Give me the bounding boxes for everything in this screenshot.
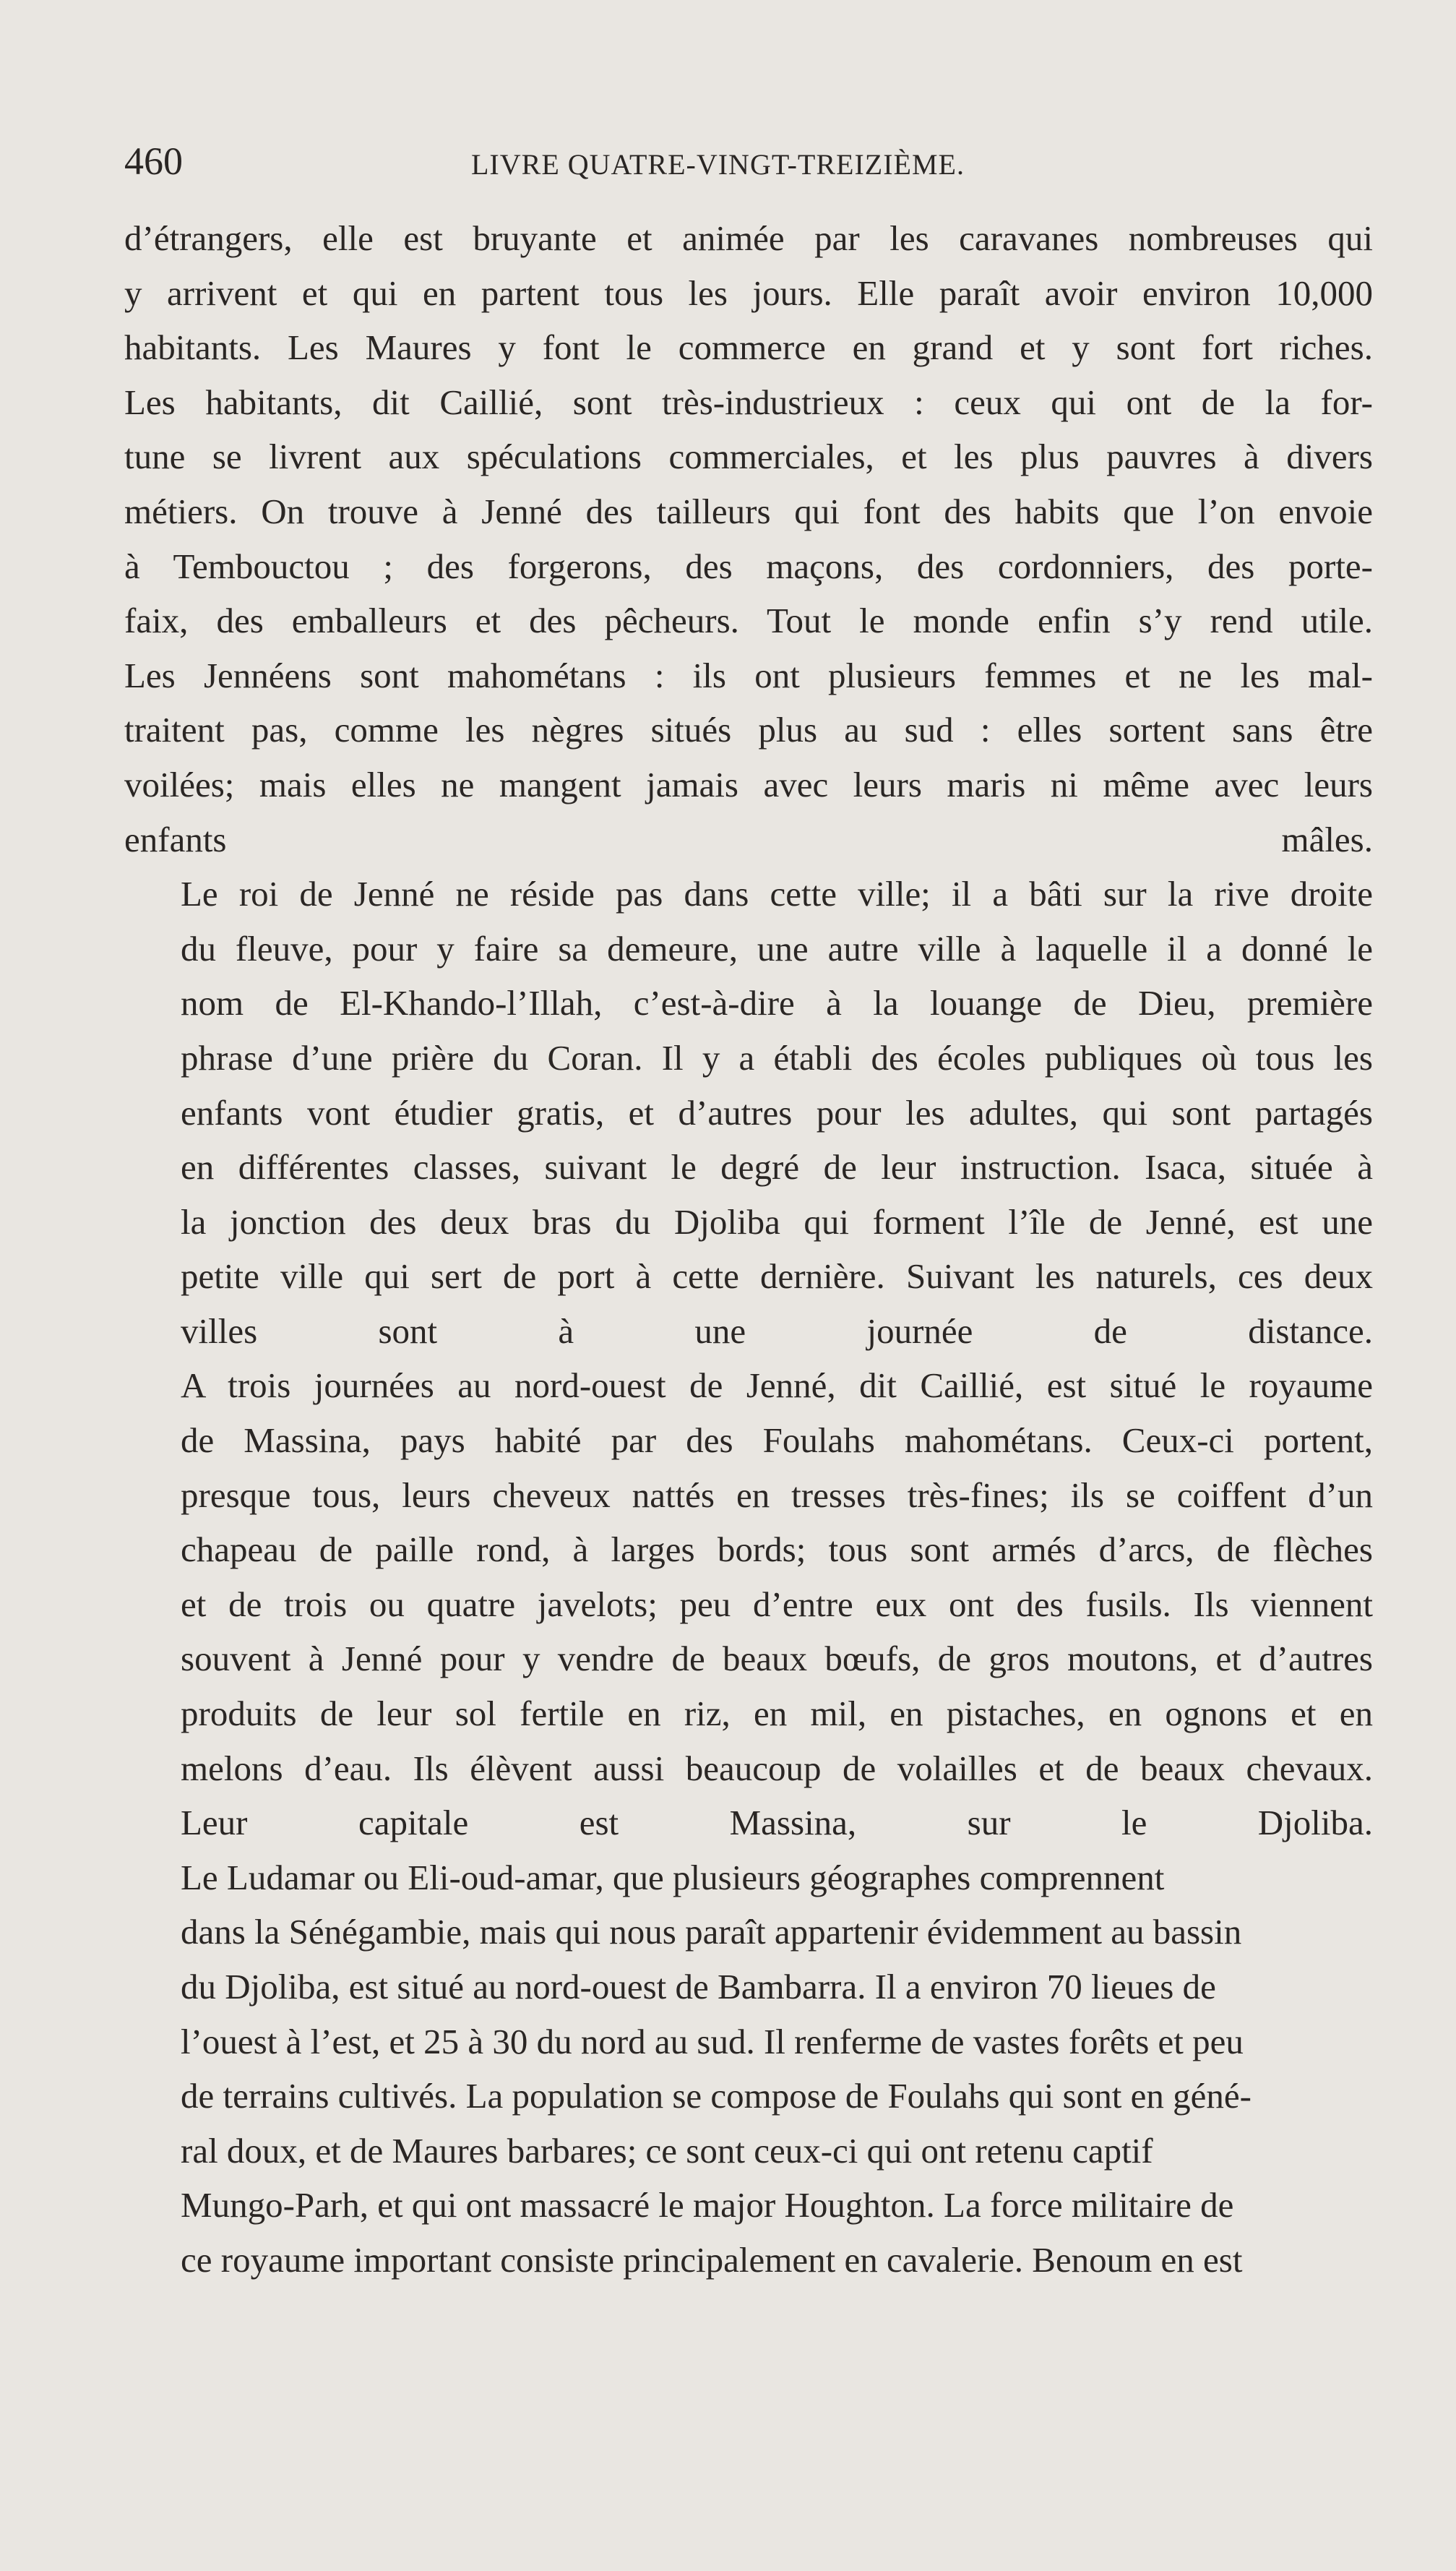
text-line: dans la Sénégambie, mais qui nous paraît appartenir évidemment au bassin <box>181 1912 1242 1952</box>
text-line: traitent pas, comme les nègres situés plus au sud : elles sortent sans être <box>124 710 1373 750</box>
running-head: LIVRE QUATRE-VINGT-TREIZIÈME. <box>471 148 965 181</box>
text-line: enfants vont étudier gratis, et d’autres pour les adultes, qui sont partagés <box>181 1092 1373 1133</box>
text-line: villes sont à une journée de distance. <box>181 1310 1373 1351</box>
text-line: la jonction des deux bras du Djoliba qui forment l’île de Jenné, est une <box>181 1201 1373 1242</box>
text-line: en différentes classes, suivant le degré de leur instruction. Isaca, située à <box>181 1147 1373 1188</box>
text-line: et de trois ou quatre javelots; peu d’entre eux ont des fusils. Ils viennent <box>181 1584 1373 1624</box>
text-line: Le Ludamar ou Eli-oud-amar, que plusieurs géographes comprennent <box>181 1857 1165 1897</box>
text-line: à Tembouctou ; des forgerons, des maçons, des cordonniers, des porte- <box>124 546 1373 586</box>
text-line: voilées; mais elles ne mangent jamais avec leurs maris ni même avec leurs <box>124 764 1373 804</box>
text-line: tune se livrent aux spéculations commerciales, et les plus pauvres à divers <box>124 437 1373 477</box>
text-line: enfants mâles. <box>124 819 1373 859</box>
text-line: ral doux, et de Maures barbares; ce sont ceux-ci qui ont retenu captif <box>181 2130 1153 2171</box>
paragraph <box>124 867 1373 1358</box>
text-line: presque tous, leurs cheveux nattés en tresses très-fines; ils se coiffent d’un <box>181 1475 1373 1515</box>
text-line: d’étrangers, elle est bruyante et animée par les caravanes nombreuses qui <box>124 218 1373 258</box>
text-line: métiers. On trouve à Jenné des tailleurs qui font des habits que l’on envoie <box>124 491 1373 531</box>
text-line: Les habitants, dit Caillié, sont très-industrieux : ceux qui ont de la for- <box>124 382 1373 422</box>
paragraph <box>124 1850 1373 2288</box>
text-line: nom de El-Khando-l’Illah, c’est-à-dire à la louange de Dieu, première <box>181 983 1373 1023</box>
text-line: l’ouest à l’est, et 25 à 30 du nord au sud. Il renferme de vastes forêts et peu <box>181 2021 1244 2061</box>
text-line: habitants. Les Maures y font le commerce en grand et y sont fort riches. <box>124 327 1373 368</box>
text-line: souvent à Jenné pour y vendre de beaux bœufs, de gros moutons, et d’autres <box>181 1639 1373 1679</box>
text-line: de Massina, pays habité par des Foulahs mahométans. Ceux-ci portent, <box>181 1420 1373 1461</box>
text-line: Mungo-Parh, et qui ont massacré le major Houghton. La force militaire de <box>181 2185 1234 2226</box>
text-line: petite ville qui sert de port à cette dernière. Suivant les naturels, ces deux <box>181 1256 1373 1297</box>
body-text <box>124 211 1373 2288</box>
text-line: ce royaume important consiste principalement en cavalerie. Benoum en est <box>181 2239 1243 2280</box>
text-line: y arrivent et qui en partent tous les jours. Elle paraît avoir environ 10,000 <box>124 272 1373 313</box>
text-line: Les Jennéens sont mahométans : ils ont plusieurs femmes et ne les mal- <box>124 655 1373 695</box>
text-line: melons d’eau. Ils élèvent aussi beaucoup de volailles et de beaux chevaux. <box>181 1748 1373 1788</box>
text-line: chapeau de paille rond, à larges bords; tous sont armés d’arcs, de flèches <box>181 1529 1373 1570</box>
text-line: Leur capitale est Massina, sur le Djoliba. <box>181 1803 1373 1843</box>
text-line: produits de leur sol fertile en riz, en mil, en pistaches, en ognons et en <box>181 1694 1373 1734</box>
paragraph <box>124 1358 1373 1850</box>
text-line: faix, des emballeurs et des pêcheurs. Tout le monde enfin s’y rend utile. <box>124 601 1373 641</box>
text-line: du Djoliba, est situé au nord-ouest de Bambarra. Il a environ 70 lieues de <box>181 1967 1216 2006</box>
page-header <box>124 136 1380 186</box>
text-line: de terrains cultivés. La population se compose de Foulahs qui sont en géné- <box>181 2076 1252 2116</box>
text-line: Le roi de Jenné ne réside pas dans cette ville; il a bâti sur la rive droite <box>181 874 1373 914</box>
text-line: du fleuve, pour y faire sa demeure, une autre ville à laquelle il a donné le <box>181 928 1373 969</box>
paragraph <box>124 211 1373 867</box>
text-line: A trois journées au nord-ouest de Jenné, dit Caillié, est situé le royaume <box>181 1365 1373 1406</box>
page-number: 460 <box>124 140 183 183</box>
text-line: phrase d’une prière du Coran. Il y a établi des écoles publiques où tous les <box>181 1037 1373 1078</box>
